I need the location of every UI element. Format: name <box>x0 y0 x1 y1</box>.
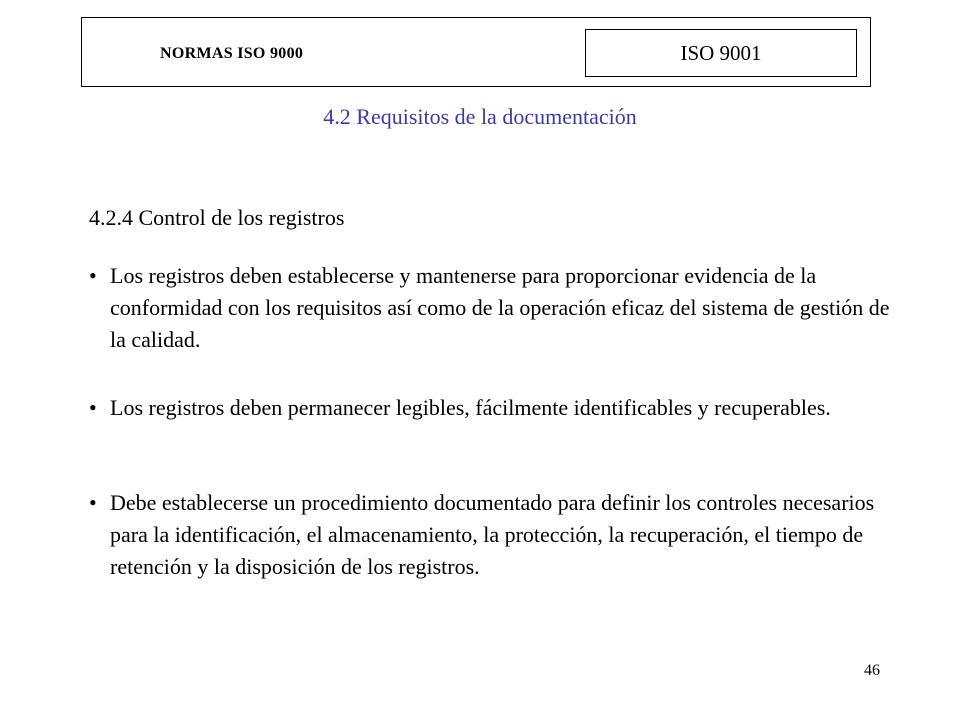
page-number: 46 <box>864 662 880 679</box>
bullet-dot-icon: • <box>89 263 97 288</box>
bullet-item <box>89 392 894 424</box>
header-standard-box <box>585 29 857 77</box>
bullet-text: Los registros deben permanecer legibles, fácilmente identificables y recuperables. <box>110 395 831 420</box>
header-box <box>81 17 871 87</box>
bullet-dot-icon: • <box>89 490 97 515</box>
subsection-title: 4.2.4 Control de los registros <box>89 205 345 230</box>
section-title: 4.2 Requisitos de la documentación <box>323 104 637 129</box>
bullet-text: Debe establecerse un procedimiento documentado para definir los controles necesarios para la identificación, el almacenamiento, la protección, la recuperación, el tiempo de retención y la disposición de los registros. <box>110 490 875 579</box>
bullet-item <box>89 260 894 356</box>
bullet-text: Los registros deben establecerse y mantenerse para proporcionar evidencia de la conformidad con los requisitos así como de la operación eficaz del sistema de gestión de la calidad. <box>110 263 890 352</box>
bullet-dot-icon: • <box>89 395 97 420</box>
bullet-item <box>89 487 894 583</box>
header-title: NORMAS ISO 9000 <box>160 45 304 62</box>
header-standard-label: ISO 9001 <box>680 40 762 65</box>
